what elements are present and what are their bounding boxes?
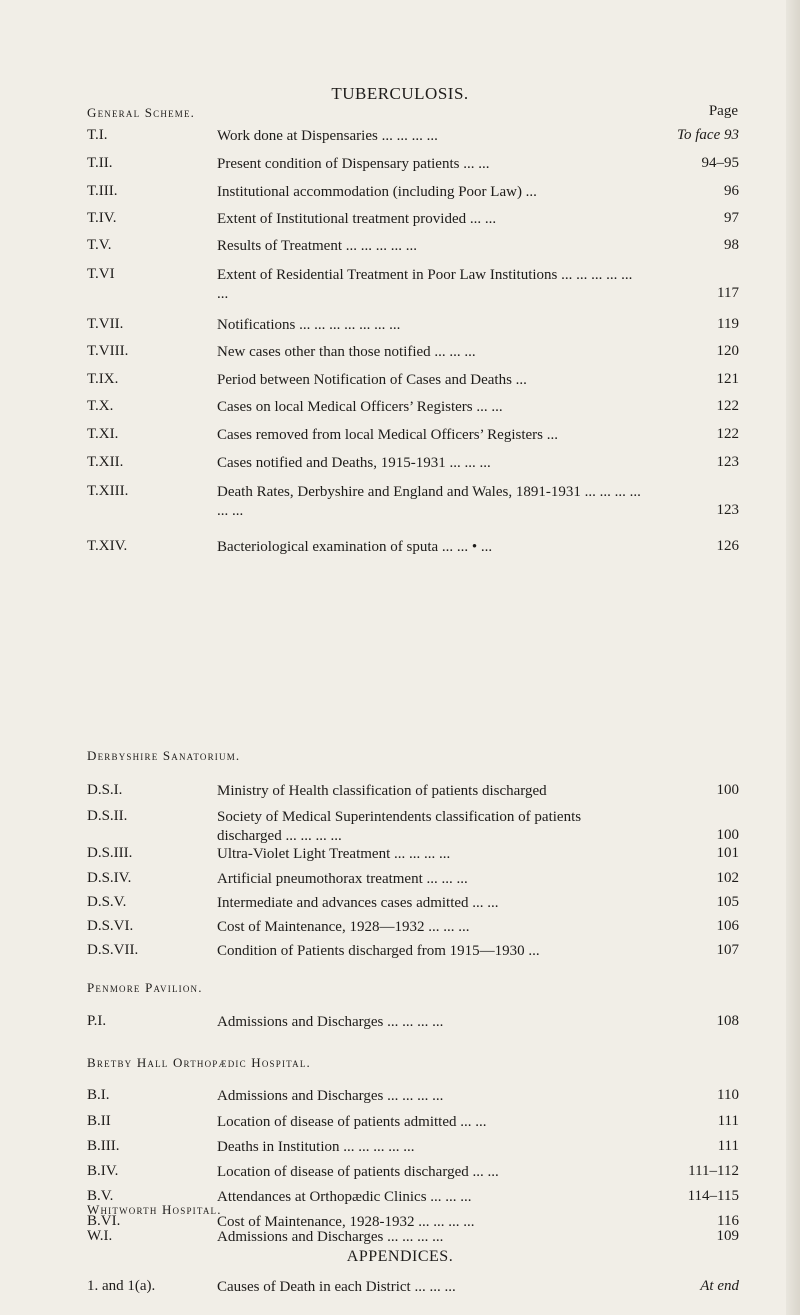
section-general-scheme: General Scheme. — [87, 105, 196, 120]
table-page-number: 96 — [724, 183, 739, 199]
table-code: D.S.VI. — [87, 918, 134, 934]
section-derbyshire-sanatorium: Derbyshire Sanatorium. — [87, 748, 241, 763]
table-description: Period between Notification of Cases and Deaths ... — [217, 372, 527, 388]
table-description: Results of Treatment ... ... ... ... ... — [217, 238, 418, 254]
table-description: Cost of Maintenance, 1928—1932 ... ... ... — [217, 919, 470, 935]
table-code: T.XII. — [87, 454, 124, 470]
table-page-number: 109 — [716, 1228, 739, 1244]
table-page-number: 106 — [716, 918, 739, 934]
table-page-number: 121 — [716, 371, 739, 387]
table-code: P.I. — [87, 1013, 107, 1029]
table-description: Work done at Dispensaries ... ... ... ... — [217, 128, 438, 144]
table-description: Cases removed from local Medical Officers’ Registers ... — [217, 427, 559, 443]
table-description: Bacteriological examination of sputa ... ... • ... — [217, 539, 493, 555]
table-page-number: 117 — [717, 285, 739, 301]
table-description: Institutional accommodation (including Poor Law) ... — [217, 184, 537, 200]
table-code: T.XIII. — [87, 483, 129, 499]
table-code: T.I. — [87, 127, 108, 143]
table-page-number: 108 — [716, 1013, 739, 1029]
section-bretby-hall: Bretby Hall Orthopædic Hospital. — [87, 1055, 311, 1070]
table-page-number: 122 — [716, 398, 739, 414]
table-code: T.III. — [87, 183, 118, 199]
table-description: Notifications ... ... ... ... ... ... ... — [217, 317, 401, 333]
table-page-number: 101 — [716, 845, 739, 861]
table-description: Ultra-Violet Light Treatment ... ... ... ... — [217, 846, 451, 862]
table-page-number: 102 — [716, 870, 739, 886]
table-code: T.IX. — [87, 371, 119, 387]
table-page-number: 94–95 — [701, 155, 739, 171]
section-penmore-pavilion: Penmore Pavilion. — [87, 980, 203, 995]
table-code: D.S.II. — [87, 808, 128, 824]
table-description: Deaths in Institution ... ... ... ... ... — [217, 1139, 415, 1155]
table-code: W.I. — [87, 1228, 113, 1244]
table-description: New cases other than those notified ... ... ... — [217, 344, 476, 360]
table-page-number: 126 — [716, 538, 739, 554]
table-code: T.VIII. — [87, 343, 129, 359]
table-page-number: 120 — [716, 343, 739, 359]
table-code: T.IV. — [87, 210, 117, 226]
table-description: Present condition of Dispensary patients ... ... — [217, 156, 490, 172]
table-description: Artificial pneumothorax treatment ... ... ... — [217, 871, 468, 887]
table-code: D.S.IV. — [87, 870, 132, 886]
table-code: D.S.VII. — [87, 942, 139, 958]
table-code: B.III. — [87, 1138, 120, 1154]
page-title: TUBERCULOSIS. — [331, 84, 469, 103]
table-page-number: 123 — [716, 454, 739, 470]
table-page-number: 111 — [717, 1138, 739, 1154]
table-description: Society of Medical Superintendents classification of patients discharged ... ... ... ... — [217, 809, 582, 844]
table-code: T.II. — [87, 155, 113, 171]
table-code: D.S.V. — [87, 894, 127, 910]
table-code: B.IV. — [87, 1163, 119, 1179]
appendix-code: 1. and 1(a). — [87, 1278, 156, 1294]
table-page-number: 111–112 — [688, 1163, 739, 1179]
table-page-number: 98 — [724, 237, 739, 253]
table-page-number: 116 — [717, 1213, 739, 1229]
table-code: T.X. — [87, 398, 114, 414]
table-page-number: 105 — [716, 894, 739, 910]
table-description: Attendances at Orthopædic Clinics ... ... ... — [217, 1189, 472, 1205]
table-page-number: 114–115 — [687, 1188, 739, 1204]
table-code: B.V. — [87, 1188, 114, 1204]
table-code: T.V. — [87, 237, 112, 253]
table-description: Location of disease of patients admitted ... ... — [217, 1114, 487, 1130]
page-edge — [786, 0, 800, 1315]
appendices-title: APPENDICES. — [346, 1248, 454, 1265]
table-description: Ministry of Health classification of patients discharged — [217, 783, 547, 799]
table-page-number: 97 — [724, 210, 739, 226]
table-description: Location of disease of patients discharged ... ... — [217, 1164, 499, 1180]
table-code: T.XIV. — [87, 538, 128, 554]
table-page-number: 107 — [716, 942, 739, 958]
table-code: D.S.I. — [87, 782, 123, 798]
table-code: T.XI. — [87, 426, 119, 442]
table-code: B.II — [87, 1113, 111, 1129]
table-description: Admissions and Discharges ... ... ... ... — [217, 1014, 444, 1030]
table-page-number: 123 — [716, 502, 739, 518]
appendix-page: At end — [700, 1278, 739, 1294]
table-description: Cost of Maintenance, 1928-1932 ... ... ... ... — [217, 1214, 475, 1230]
table-page-number: To face 93 — [677, 127, 739, 143]
section-whitworth-hospital: Whitworth Hospital. — [87, 1202, 222, 1217]
table-description: Intermediate and advances cases admitted ... ... — [217, 895, 499, 911]
table-description: Cases notified and Deaths, 1915-1931 ... ... ... — [217, 455, 491, 471]
table-page-number: 122 — [716, 426, 739, 442]
table-description: Cases on local Medical Officers’ Registers ... ... — [217, 399, 503, 415]
table-page-number: 111 — [717, 1113, 739, 1129]
table-page-number: 119 — [717, 316, 739, 332]
appendix-description: Causes of Death in each District ... ... ... — [217, 1279, 456, 1295]
table-description: Admissions and Discharges ... ... ... ... — [217, 1088, 444, 1104]
table-page-number: 110 — [717, 1087, 739, 1103]
table-description: Death Rates, Derbyshire and England and Wales, 1891-1931 ... ... ... ... ... ... — [217, 484, 641, 519]
table-page-number: 100 — [716, 782, 739, 798]
table-code: B.VI. — [87, 1213, 121, 1229]
table-page-number: 100 — [716, 827, 739, 843]
table-code: T.VII. — [87, 316, 124, 332]
table-code: T.VI — [87, 266, 115, 282]
table-description: Extent of Institutional treatment provided ... ... — [217, 211, 497, 227]
table-description: Admissions and Discharges ... ... ... ... — [217, 1229, 444, 1245]
page-column-header: Page — [708, 103, 738, 119]
table-description: Condition of Patients discharged from 1915—1930 ... — [217, 943, 540, 959]
table-code: B.I. — [87, 1087, 110, 1103]
table-description: Extent of Residential Treatment in Poor Law Institutions ... ... ... ... ... ... — [217, 267, 633, 302]
table-code: D.S.III. — [87, 845, 133, 861]
